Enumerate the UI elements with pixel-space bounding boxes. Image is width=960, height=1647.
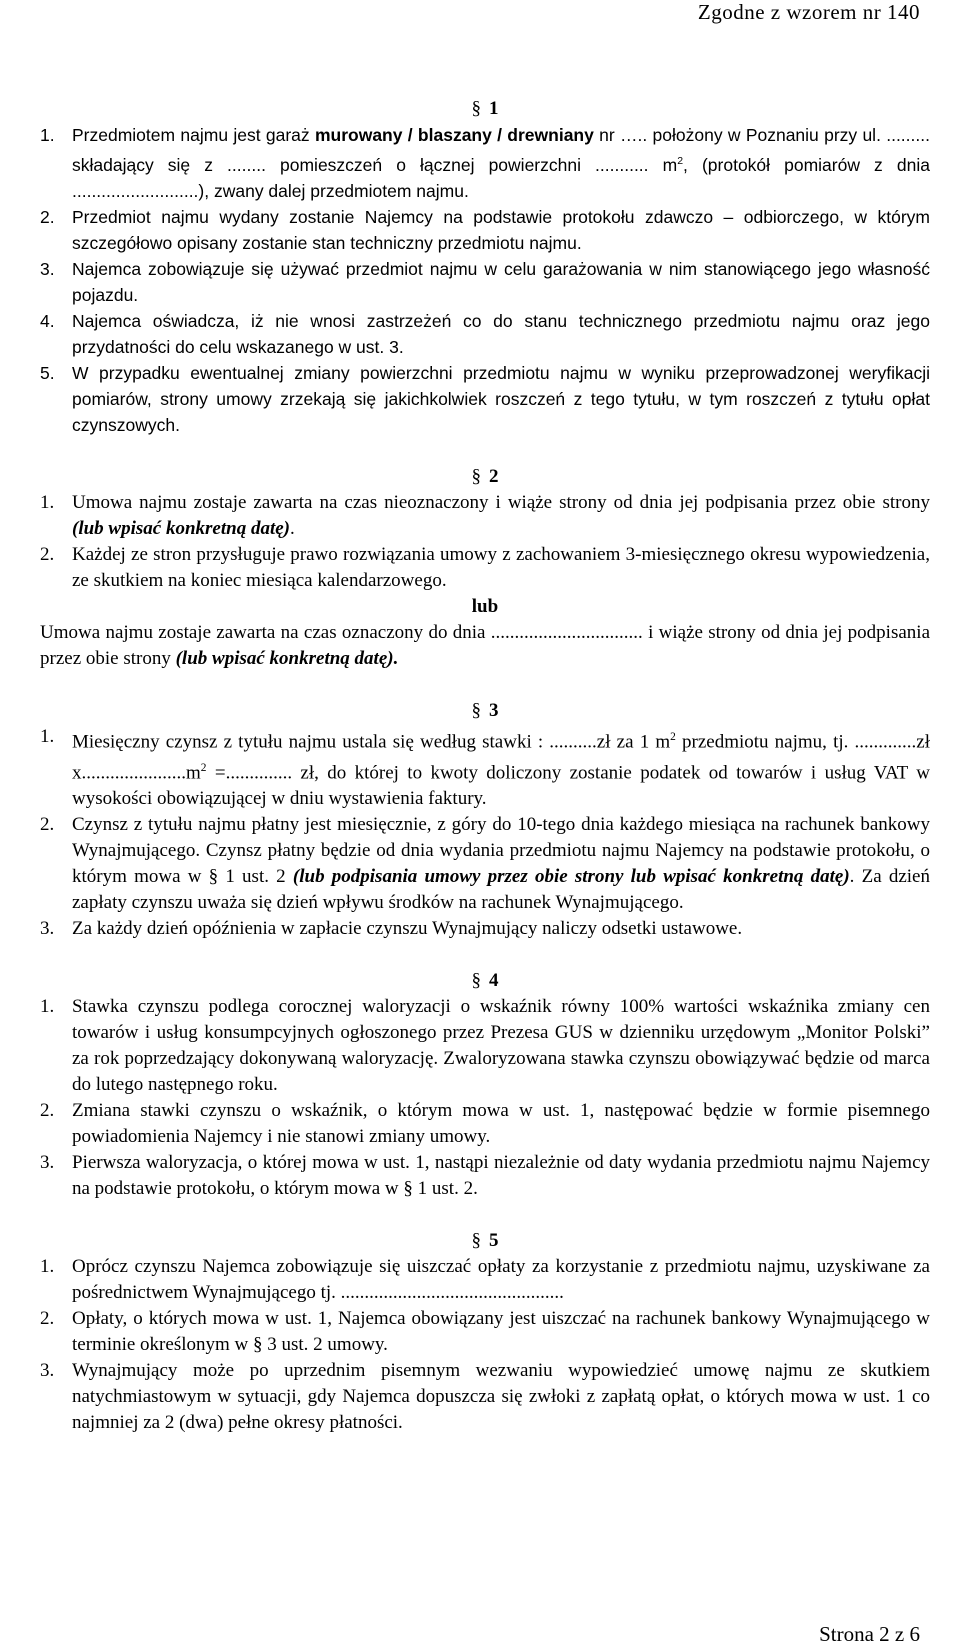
clause-item xyxy=(40,916,930,942)
text-run: Czynsz z tytułu najmu płatny jest miesięcznie, z góry do 10-tego dnia każdego miesiąca na rachunek bankowy Wynajmującego. Czynsz płatny będzie od dnia wydania przedmiotu najmu Najemcy na podstawie protokołu, o którym mowa w § 1 ust. 2 xyxy=(72,814,930,888)
text-run: Przedmiotem najmu jest garaż xyxy=(72,125,315,145)
text-run: przedmiotu najmu, tj. .............zł x......................m xyxy=(72,731,930,784)
section-sign: § xyxy=(471,699,481,721)
section-heading xyxy=(40,466,930,488)
text-run: Miesięczny czynsz z tytułu najmu ustala się według stawki : ..........zł za 1 m xyxy=(72,731,671,753)
clause-number: 1. xyxy=(40,1256,55,1278)
alternative-separator: lub xyxy=(471,595,499,617)
clause-text xyxy=(72,994,930,1098)
clause-text xyxy=(72,1254,930,1306)
clause-text xyxy=(72,360,930,438)
page-header: Zgodne z wzorem nr 140 xyxy=(697,0,920,24)
text-run: Przedmiot najmu wydany zostanie Najemcy na podstawie protokołu zdawczo – odbiorczego, w którym szczegółowo opisany zostanie stan techniczny przedmiotu najmu. xyxy=(72,206,930,253)
text-run: Każdej ze stron przysługuje prawo rozwiązania umowy z zachowaniem 3-miesięcznego okresu wypowiedzenia, ze skutkiem na koniec miesiąca kalendarzowego. xyxy=(72,543,930,591)
clause-number: 3. xyxy=(40,1152,55,1174)
clause-text xyxy=(72,916,930,942)
clause-text xyxy=(72,490,930,542)
clause-text xyxy=(72,1358,930,1436)
text-run: murowany / blaszany / drewniany xyxy=(314,125,594,145)
clause-number: 1. xyxy=(40,125,55,145)
clause-text xyxy=(72,204,930,256)
clause-item xyxy=(40,122,930,204)
section-number: 1 xyxy=(489,98,499,119)
clause-text xyxy=(72,308,930,360)
clause-item xyxy=(40,1358,930,1436)
clause-item xyxy=(40,490,930,542)
clause-text xyxy=(72,724,930,813)
alternative-clause xyxy=(40,620,930,672)
clause-number: 2. xyxy=(40,543,55,565)
section-heading xyxy=(40,700,930,722)
document-body xyxy=(40,98,930,1436)
clause-text xyxy=(72,256,930,308)
clause-item xyxy=(40,360,930,438)
section-heading xyxy=(40,1230,930,1252)
sections-container xyxy=(40,98,930,1436)
text-run: (lub podpisania umowy przez obie strony lub wpisać konkretną datę) xyxy=(292,866,850,888)
clause-text xyxy=(72,1306,930,1358)
superscript: 2 xyxy=(200,762,207,775)
clause-number: 1. xyxy=(40,996,55,1018)
section-heading xyxy=(40,98,930,120)
clause-text xyxy=(72,542,930,594)
text-run: Najemca zobowiązuje się używać przedmiot najmu w celu garażowania w nim stanowiącego jego własność pojazdu. xyxy=(72,258,930,305)
clause-item xyxy=(40,204,930,256)
section-sign: § xyxy=(471,465,481,487)
clause-number: 3. xyxy=(40,1360,55,1382)
text-run: , (protokół pomiarów z dnia ..........................), zwany dalej przedmiotem najmu. xyxy=(72,154,930,201)
text-run: Oprócz czynszu Najemca zobowiązuje się uiszczać opłaty za korzystanie z przedmiotu najmu, uzyskiwane za pośrednictwem Wynajmującego tj. ............................................... xyxy=(72,1256,930,1304)
section-sign: § xyxy=(471,98,481,119)
section-sign: § xyxy=(471,970,481,992)
text-run: Za każdy dzień opóźnienia w zapłacie czynszu Wynajmujący naliczy odsetki ustawowe. xyxy=(72,918,743,940)
text-run: (lub wpisać konkretną datę). xyxy=(175,647,399,669)
text-run: Stawka czynszu podlega corocznej waloryzacji o wskaźnik równy 100% wartości wskaźnika zmiany cen towarów i usług konsumpcyjnych ogłoszonego przez Prezesa GUS w dzienniku urzędowym „Monitor Polski” za rok poprzedzający dokonywaną waloryzację. Zwaloryzowana stawka czynszu obowiązywać będzie od marca do lutego następnego roku. xyxy=(72,996,930,1096)
clause-text xyxy=(72,122,930,204)
clause-item xyxy=(40,1254,930,1306)
text-run: nr ….. położony w Poznaniu przy ul. ......... składający się z ........ pomieszczeń o łącznej powierzchni ........... m xyxy=(72,125,930,175)
clause-item xyxy=(40,812,930,916)
clause-text xyxy=(72,1150,930,1202)
superscript: 2 xyxy=(670,730,676,743)
text-run: . xyxy=(289,517,295,539)
text-run: W przypadku ewentualnej zmiany powierzchni przedmiotu najmu w wyniku przeprowadzonej weryfikacji pomiarów, strony umowy zrzekają się jakichkolwiek roszczeń z tego tytułu, w tym roszczeń z tytułu opłat czynszowych. xyxy=(72,362,930,435)
text-run: Opłaty, o których mowa w ust. 1, Najemca obowiązany jest uiszczać na rachunek bankowy Wynajmującego w terminie określonym w § 3 ust. 2 umowy. xyxy=(72,1308,930,1356)
text-run: Zmiana stawki czynszu o wskaźnik, o którym mowa w ust. 1, następować będzie w formie pisemnego powiadomienia Najemcy i nie stanowi zmiany umowy. xyxy=(72,1100,930,1148)
section-sign: § xyxy=(471,1230,481,1252)
section-heading xyxy=(40,970,930,992)
section-number: 5 xyxy=(489,1230,499,1252)
text-run: (lub wpisać konkretną datę) xyxy=(72,517,290,539)
clause-item xyxy=(40,724,930,813)
clause-number: 3. xyxy=(40,258,55,279)
clause-item xyxy=(40,1150,930,1202)
clause-number: 4. xyxy=(40,310,55,331)
clause-number: 3. xyxy=(40,918,55,940)
text-run: . Za dzień zapłaty czynszu uważa się dzień wpływu środków na rachunek Wynajmującego. xyxy=(72,866,930,914)
text-run: Pierwsza waloryzacja, o której mowa w ust. 1, nastąpi niezależnie od daty wydania przedmiotu najmu Najemcy na podstawie protokołu, o którym mowa w § 1 ust. 2. xyxy=(72,1152,930,1200)
clause-number: 2. xyxy=(40,814,55,836)
clause-item xyxy=(40,308,930,360)
section-number: 4 xyxy=(489,970,499,992)
section-number: 3 xyxy=(489,699,499,721)
section-number: 2 xyxy=(489,465,499,487)
clause-text xyxy=(72,1098,930,1150)
clause-number: 1. xyxy=(40,491,55,513)
clause-number: 2. xyxy=(40,1100,55,1122)
text-run: Umowa najmu zostaje zawarta na czas oznaczony do dnia ................................ i wiąże strony od dnia jej podpisania przez obie strony xyxy=(40,621,930,669)
clause-item xyxy=(40,256,930,308)
clause-item xyxy=(40,1306,930,1358)
page-footer: Strona 2 z 6 xyxy=(819,1622,920,1646)
text-run: Wynajmujący może po uprzednim pisemnym wezwaniu wypowiedzieć umowę najmu ze skutkiem natychmiastowym w sytuacji, gdy Najemca dopuszcza się zwłoki z zapłatą opłat, o których mowa w ust. 1 co najmniej za 2 (dwa) pełne okresy płatności. xyxy=(72,1360,930,1434)
clause-number: 2. xyxy=(40,1308,55,1330)
clause-number: 2. xyxy=(40,206,55,227)
text-run: Najemca oświadcza, iż nie wnosi zastrzeżeń co do stanu technicznego przedmiotu najmu oraz jego przydatności do celu wskazanego w ust. 3. xyxy=(72,310,930,357)
text-run: =.............. zł, do której to kwoty doliczony zostanie podatek od towarów i usług VAT w wysokości obowiązującej w dniu wystawienia faktury. xyxy=(72,762,930,810)
superscript: 2 xyxy=(677,155,684,167)
clause-item xyxy=(40,542,930,594)
text-run: Umowa najmu zostaje zawarta na czas nieoznaczony i wiąże strony od dnia jej podpisania przez obie strony xyxy=(72,491,930,513)
clause-number: 1. xyxy=(40,725,55,747)
clause-item xyxy=(40,994,930,1098)
clause-item xyxy=(40,1098,930,1150)
clause-text xyxy=(72,812,930,916)
clause-number: 5. xyxy=(40,362,55,383)
